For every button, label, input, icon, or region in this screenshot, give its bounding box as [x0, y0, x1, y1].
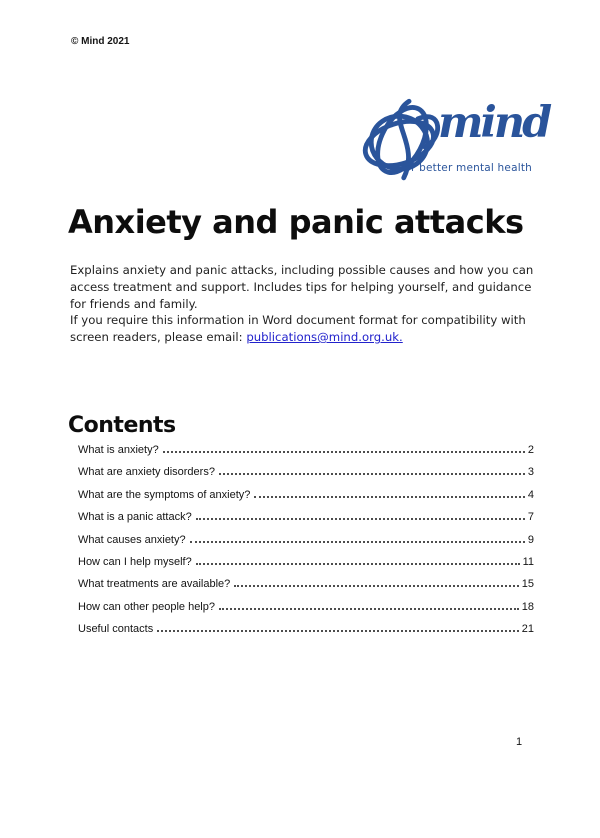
toc-leader-dots [219, 473, 525, 475]
table-of-contents [78, 444, 534, 646]
toc-page-number: 21 [521, 623, 534, 636]
toc-page-number: 7 [527, 511, 534, 524]
toc-leader-dots [190, 541, 525, 543]
page-number: 1 [516, 736, 523, 748]
toc-page-number: 15 [521, 578, 534, 591]
toc-entry-label: What are anxiety disorders? [78, 466, 215, 479]
toc-entry-label: What is a panic attack? [78, 511, 192, 524]
toc-page-number: 2 [527, 444, 534, 456]
toc-page-number: 18 [521, 600, 534, 613]
logo-wordmark: mind [438, 98, 550, 148]
toc-leader-dots [234, 585, 519, 587]
toc-leader-dots [196, 563, 520, 565]
toc-entry[interactable] [78, 511, 534, 526]
document-title: Anxiety and panic attacks [68, 203, 524, 241]
intro-paragraph-2 [70, 312, 535, 346]
toc-entry[interactable] [78, 534, 534, 549]
toc-page-number: 4 [527, 488, 534, 501]
intro-paragraph-2-text: If you require this information in Word document format for compatibility with screen readers, please email: [70, 313, 526, 344]
toc-leader-dots [196, 518, 525, 520]
toc-entry-label: What is anxiety? [78, 444, 159, 456]
toc-page-number: 3 [527, 466, 534, 479]
toc-leader-dots [219, 608, 519, 610]
toc-entry-label: What are the symptoms of anxiety? [78, 488, 251, 501]
toc-leader-dots [157, 630, 519, 632]
toc-page-number: 11 [522, 555, 534, 568]
toc-leader-dots [254, 496, 524, 498]
toc-leader-dots [163, 451, 525, 453]
toc-entry[interactable] [78, 623, 534, 638]
intro-paragraph-1: Explains anxiety and panic attacks, including possible causes and how you can access treatment and support. Includes tips for helping yourself, and guidance for friends and family. [70, 263, 534, 311]
toc-entry-label: How can I help myself? [78, 555, 192, 568]
toc-entry[interactable] [78, 556, 534, 571]
toc-entry[interactable] [78, 578, 534, 593]
toc-entry-label: What treatments are available? [78, 578, 231, 591]
toc-entry[interactable] [78, 444, 534, 459]
toc-page-number: 9 [527, 533, 534, 546]
toc-entry[interactable] [78, 489, 534, 504]
toc-entry[interactable] [78, 466, 534, 481]
copyright-notice: © Mind 2021 [71, 36, 130, 47]
contents-heading: Contents [68, 413, 176, 438]
toc-entry-label: Useful contacts [78, 623, 154, 636]
logo-tagline: for better mental health [400, 162, 532, 174]
email-link[interactable]: publications@mind.org.uk. [246, 330, 403, 344]
mind-logo [358, 94, 550, 188]
toc-entry-label: How can other people help? [78, 600, 215, 613]
toc-entry[interactable] [78, 601, 534, 616]
toc-entry-label: What causes anxiety? [78, 533, 186, 546]
